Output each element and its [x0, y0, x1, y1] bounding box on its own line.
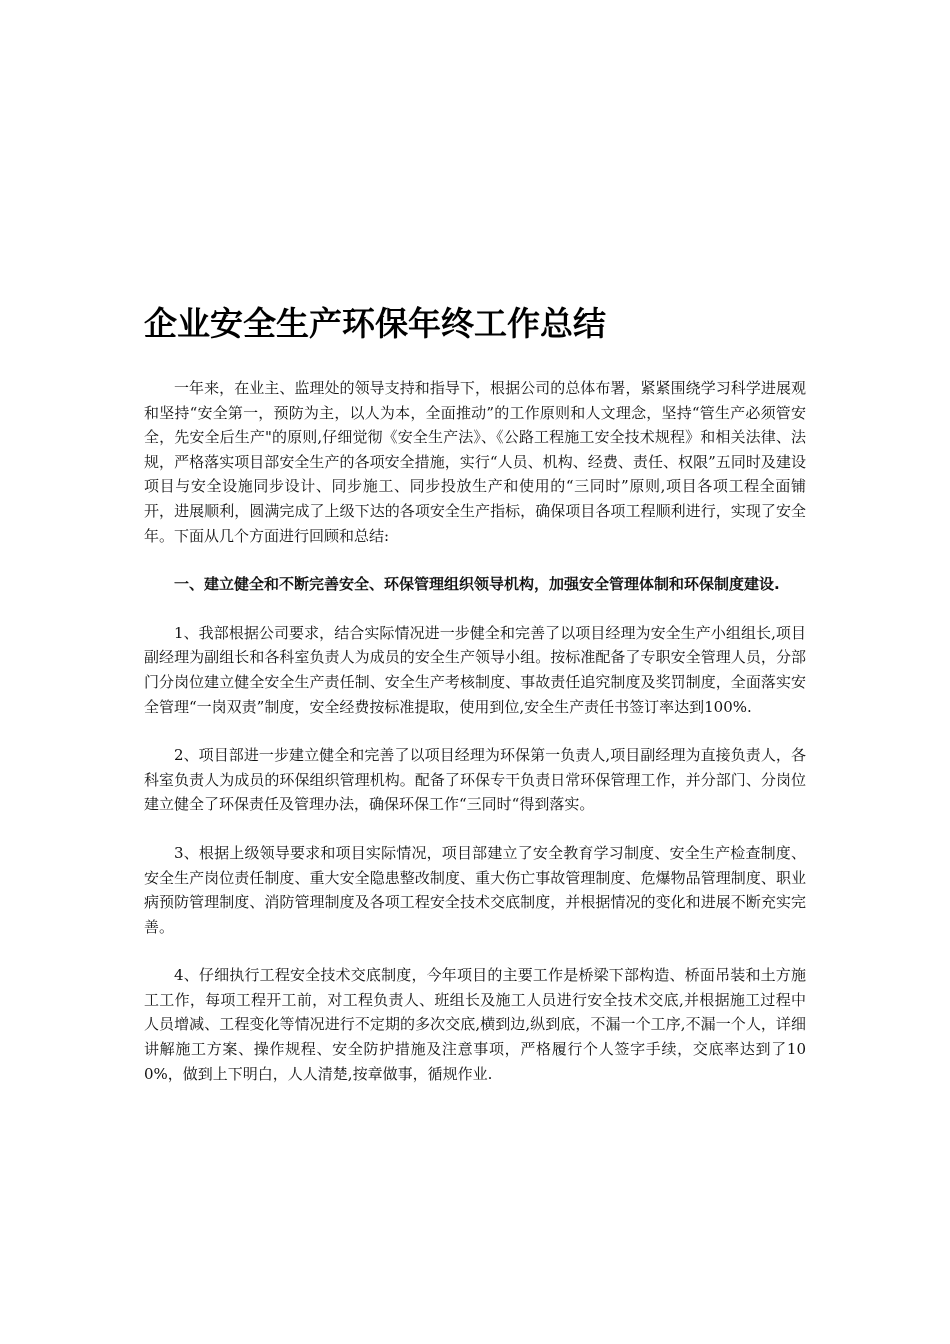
section-heading-1: 一、建立健全和不断完善安全、环保管理组织领导机构，加强安全管理体制和环保制度建设.: [174, 575, 780, 594]
document-title: 企业安全生产环保年终工作总结: [144, 304, 606, 343]
intro-paragraph: 一年来，在业主、监理处的领导支持和指导下，根据公司的总体布署，紧紧围绕学习科学进展观和坚持“安全第一，预防为主，以人为本，全面推动”的工作原则和人文理念，坚持“管生产必须管安全，先安全后生产"的原则,仔细觉彻《安全生产法》、《公路工程施工安全技术规程》和相关法律、法规，严格落实项目部安全生产的各项安全措施，实行“人员、机构、经费、责任、权限”五同时及建设项目与安全设施同步设计、同步施工、同步投放生产和使用的“三同时”原则,项目各项工程全面铺开，进展顺利，圆满完成了上级下达的各项安全生产指标，确保项目各项工程顺利进行，实现了安全年。下面从几个方面进行回顾和总结:: [144, 379, 806, 545]
list-item-4: 4、仔细执行工程安全技术交底制度，今年项目的主要工作是桥梁下部构造、桥面吊装和土方施工工作，每项工程开工前，对工程负责人、班组长及施工人员进行安全技术交底,并根据施工过程中人员增减、工程变化等情况进行不定期的多次交底,横到边,纵到底，不漏一个工序,不漏一个人，详细讲解施工方案、操作规程、安全防护措施及注意事项，严格履行个人签字手续，交底率达到了100%，做到上下明白，人人清楚,按章做事，循规作业.: [144, 966, 806, 1083]
document-body: [144, 300, 806, 1110]
list-item-3: 3、根据上级领导要求和项目实际情况，项目部建立了安全教育学习制度、安全生产检查制度、安全生产岗位责任制度、重大安全隐患整改制度、重大伤亡事故管理制度、危爆物品管理制度、职业病预防管理制度、消防管理制度及各项工程安全技术交底制度，并根据情况的变化和进展不断充实完善。: [144, 843, 806, 936]
list-item-1: 1、我部根据公司要求，结合实际情况进一步健全和完善了以项目经理为安全生产小组组长,项目副经理为副组长和各科室负责人为成员的安全生产领导小组。按标准配备了专职安全管理人员，分部门分岗位建立健全安全生产责任制、安全生产考核制度、事故责任追究制度及奖罚制度，全面落实安全管理“一岗双责”制度，安全经费按标准提取，使用到位,安全生产责任书签订率达到100%.: [144, 623, 806, 716]
list-item-2: 2、项目部进一步建立健全和完善了以项目经理为环保第一负责人,项目副经理为直接负责人，各科室负责人为成员的环保组织管理机构。配备了环保专干负责日常环保管理工作，并分部门、分岗位建立健全了环保责任及管理办法，确保环保工作“三同时“得到落实。: [144, 746, 806, 814]
